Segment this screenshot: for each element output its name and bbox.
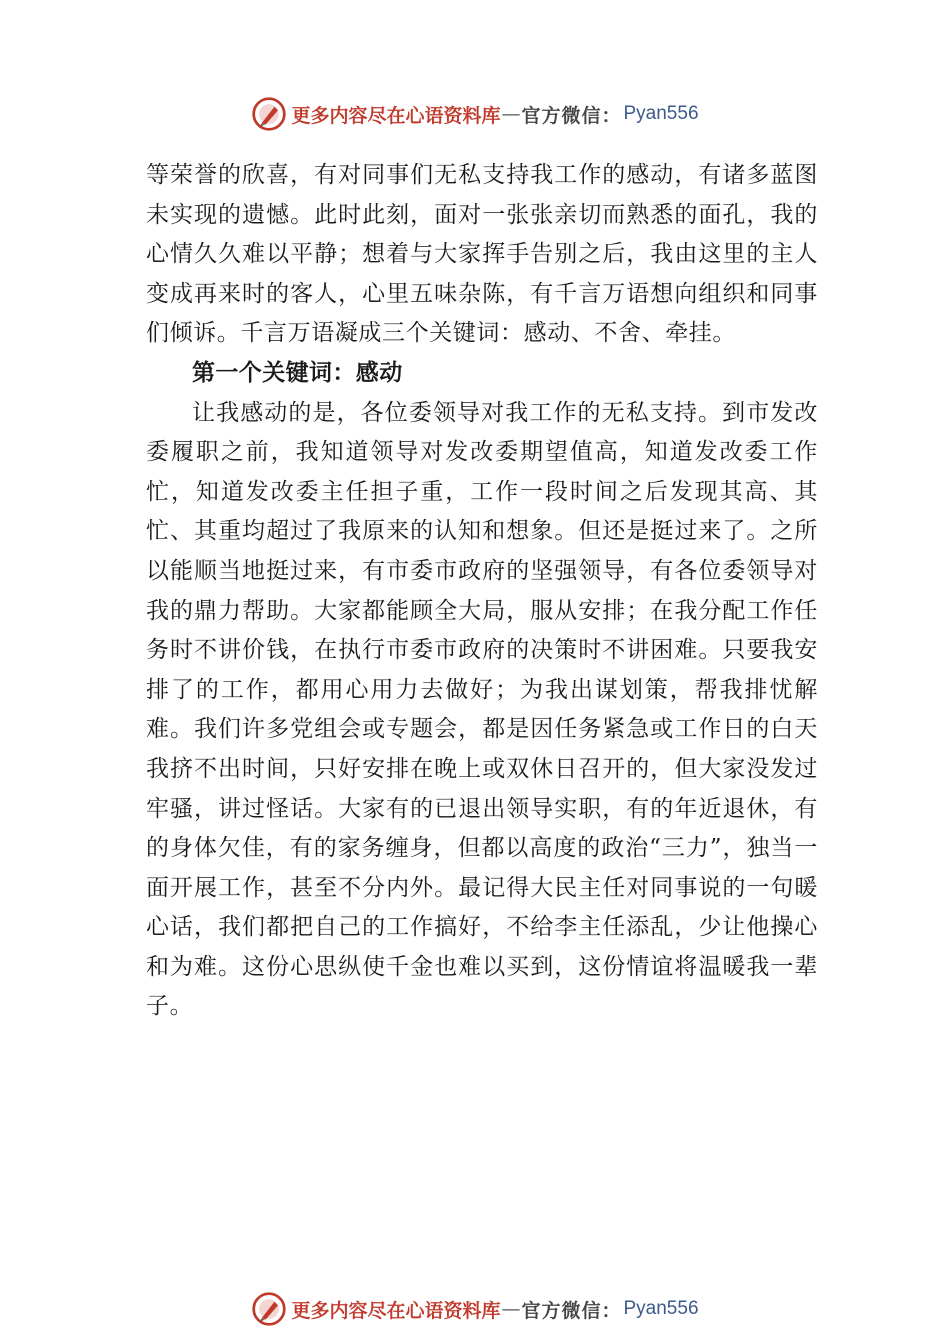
- header-title: 更多内容尽在心语资料库: [291, 104, 501, 127]
- footer-wechat-id: Pyan556: [623, 1298, 699, 1319]
- header-wechat-label: 官方微信：: [521, 104, 622, 127]
- footer-banner: [0, 1289, 950, 1329]
- document-body: [146, 156, 818, 1027]
- header-separator: —: [501, 103, 521, 125]
- footer-separator: —: [501, 1298, 521, 1320]
- paragraph: 让我感动的是，各位委领导对我工作的无私支持。到市发改委履职之前，我知道领导对发改委期望值高，知道发改委工作忙，知道发改委主任担子重，工作一段时间之后发现其高、其忙、其重均超过了我原来的认知和想象。但还是挺过来了。之所以能顺当地挺过来，有市委市政府的坚强领导，有各位委领导对我的鼎力帮助。大家都能顾全大局，服从安排；在我分配工作任务时不讲价钱，在执行市委市政府的决策时不讲困难。只要我安排了的工作，都用心用力去做好；为我出谋划策，帮我排忧解难。我们许多党组会或专题会，都是因任务紧急或工作日的白天我挤不出时间，只好安排在晚上或双休日召开的，但大家没发过牢骚，讲过怪话。大家有的已退出领导实职，有的年近退休，有的身体欠佳，有的家务缠身，但都以高度的政治“三力”，独当一面开展工作，甚至不分内外。最记得大民主任对同事说的一句暖心话，我们都把自己的工作搞好，不给李主任添乱，少让他操心和为难。这份心思纵使千金也难以买到，这份情谊将温暖我一辈子。: [146, 399, 818, 1020]
- header-banner: [0, 94, 950, 134]
- paragraph-continued: 等荣誉的欣喜，有对同事们无私支持我工作的感动，有诸多蓝图未实现的遗憾。此时此刻，面对一张张亲切而熟悉的面孔，我的心情久久难以平静；想着与大家挥手告别之后，我由这里的主人变成再来时的客人，心里五味杂陈，有千言万语想向组织和同事们倾诉。千言万语凝成三个关键词：感动、不舍、牵挂。: [146, 162, 818, 347]
- header-wechat-id: Pyan556: [623, 103, 699, 124]
- section-heading: 第一个关键词：感动: [192, 359, 403, 386]
- footer-wechat-label: 官方微信：: [521, 1299, 622, 1322]
- pen-nib-logo-icon: [251, 96, 287, 132]
- pen-nib-logo-icon: [251, 1291, 287, 1327]
- footer-title: 更多内容尽在心语资料库: [291, 1299, 501, 1322]
